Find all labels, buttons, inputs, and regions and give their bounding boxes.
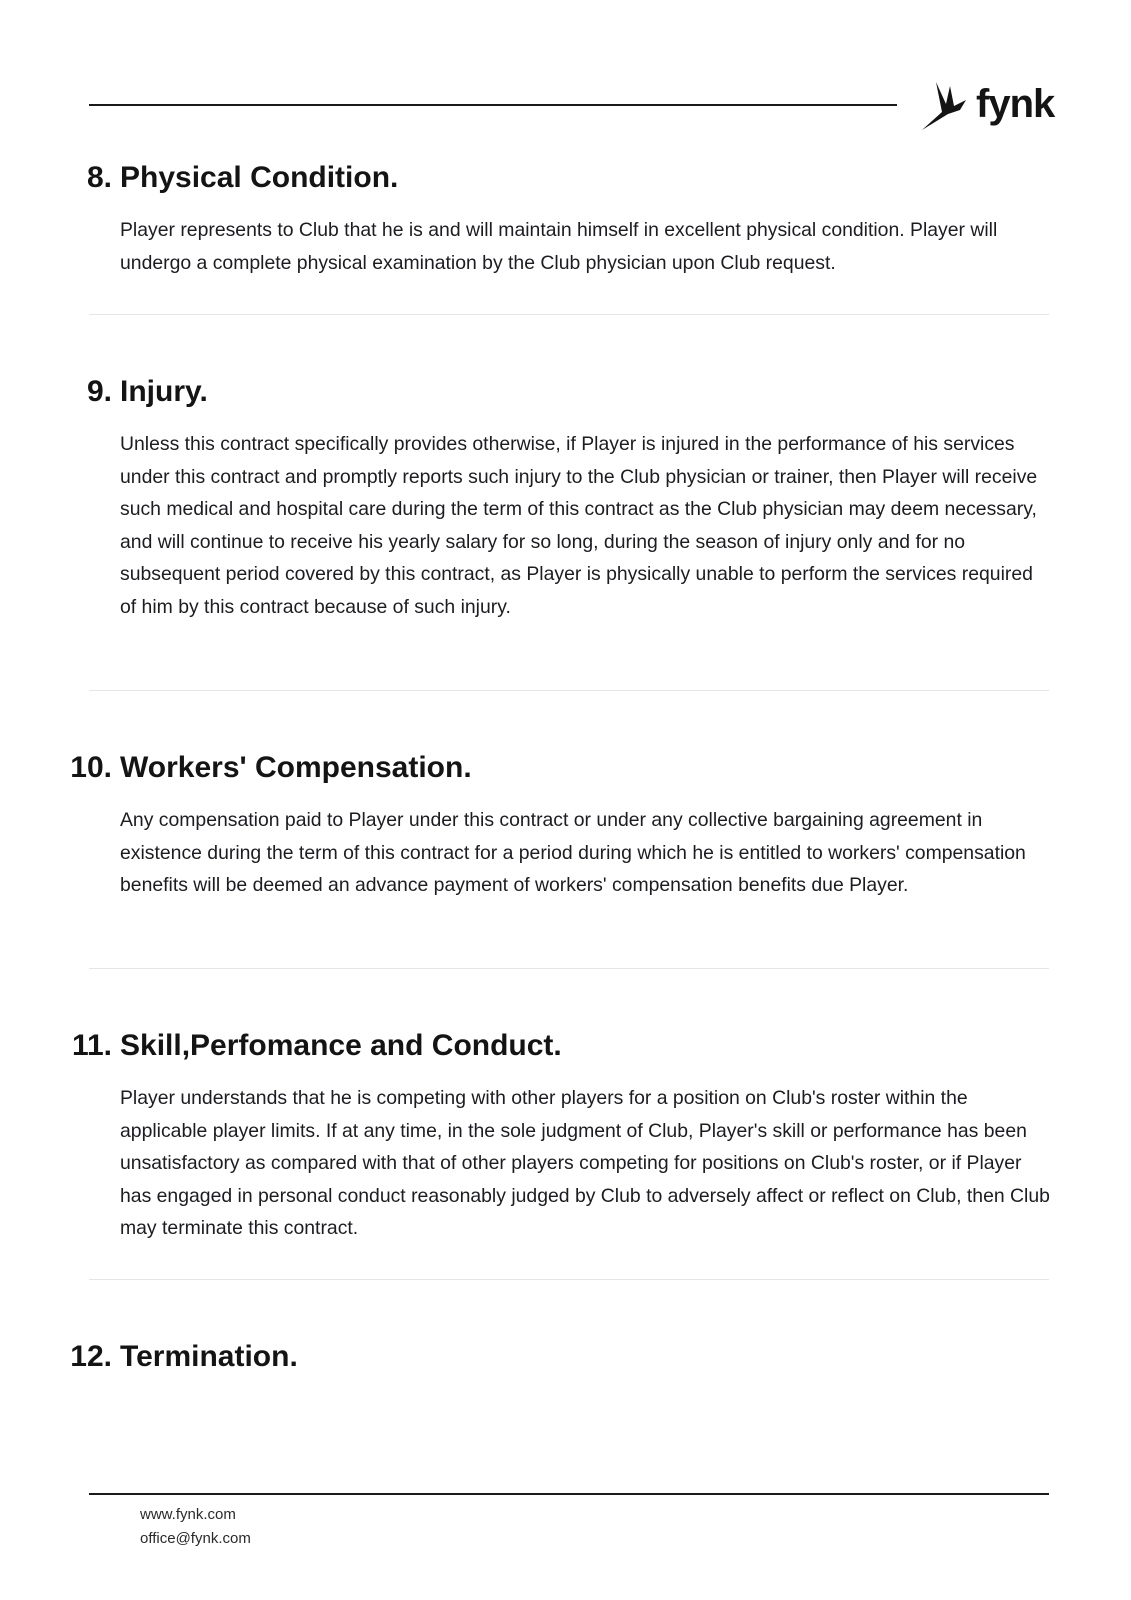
footer-rule	[89, 1493, 1049, 1495]
section-body: Player represents to Club that he is and will maintain himself in excellent physical condition. Player will undergo a complete physical examination by the Club physician upon Club request.	[120, 219, 998, 274]
fynk-logo	[920, 78, 1055, 134]
section-divider	[89, 968, 1049, 969]
section-number: 10.	[70, 751, 112, 784]
section-number: 8.	[86, 161, 112, 194]
section-title: Physical Condition.	[120, 161, 399, 194]
bird-logo-icon	[920, 78, 976, 134]
section-divider	[89, 1279, 1049, 1280]
section-divider	[89, 690, 1049, 691]
section-body: Unless this contract specifically provides otherwise, if Player is injured in the performance of his services under this contract and promptly reports such injury to the Club physician or trainer, then Player will receive such medical and hospital care during the term of this contract as the Club physician may deem necessary, and will continue to receive his yearly salary for so long, during the season of injury only and for no subsequent period covered by this contract, as Player is physically unable to perform the services required of him by this contract because of such injury.	[120, 433, 1038, 618]
section-title: Injury.	[120, 375, 208, 408]
section-number: 9.	[86, 375, 112, 408]
section-body: Any compensation paid to Player under this contract or under any collective bargaining agreement in existence during the term of this contract for a period during which he is entitled to workers' compensation benefits will be deemed an advance payment of workers' compensation benefits due Player.	[120, 809, 1026, 896]
section-number: 11.	[71, 1029, 112, 1062]
footer-website-link[interactable]: www.fynk.com	[140, 1506, 236, 1523]
section-title: Skill,Perfomance and Conduct.	[120, 1029, 562, 1062]
section-number: 12.	[70, 1340, 112, 1373]
section-title: Workers' Compensation.	[120, 751, 472, 784]
section-body: Player understands that he is competing with other players for a position on Club's roster within the applicable player limits. If at any time, in the sole judgment of Club, Player's skill or performance has been unsatisfactory as compared with that of other players competing for positions on Club's roster, or if Player has engaged in personal conduct reasonably judged by Club to adversely affect or reflect on Club, then Club may terminate this contract.	[120, 1087, 1050, 1239]
section-divider	[89, 314, 1049, 315]
header-rule	[89, 104, 897, 106]
section-title: Termination.	[120, 1340, 298, 1373]
logo-text: fynk	[976, 82, 1055, 126]
footer-email-link[interactable]: office@fynk.com	[140, 1530, 251, 1547]
